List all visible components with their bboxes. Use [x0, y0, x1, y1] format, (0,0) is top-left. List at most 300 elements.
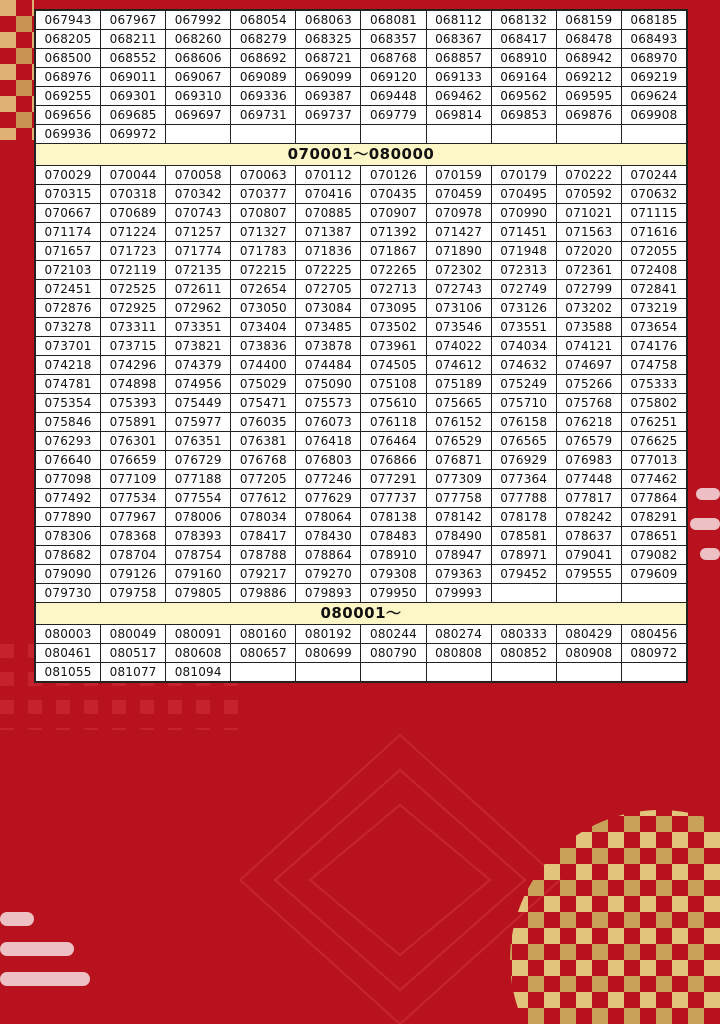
number-cell: 069099: [296, 68, 361, 87]
number-cell: 073084: [296, 299, 361, 318]
number-cell: 068552: [101, 49, 166, 68]
number-cell: 072925: [101, 299, 166, 318]
number-cell: 070743: [166, 204, 231, 223]
number-cell: 068910: [491, 49, 556, 68]
table-row: [36, 11, 687, 30]
number-cell: 078490: [426, 527, 491, 546]
number-cell: 072055: [621, 242, 686, 261]
number-cell: 072749: [491, 280, 556, 299]
number-cell: 072713: [361, 280, 426, 299]
number-cell: 070632: [621, 185, 686, 204]
number-cell: 073351: [166, 318, 231, 337]
table-row: [36, 527, 687, 546]
number-cell: 080657: [231, 644, 296, 663]
number-cell: 068970: [621, 49, 686, 68]
table-row: [36, 299, 687, 318]
number-cell: 070179: [491, 166, 556, 185]
number-cell: 072743: [426, 280, 491, 299]
number-cell: 080456: [621, 625, 686, 644]
number-cell: 078581: [491, 527, 556, 546]
number-cell: 070459: [426, 185, 491, 204]
number-cell: 074379: [166, 356, 231, 375]
number-cell: 069387: [296, 87, 361, 106]
number-cell: 069067: [166, 68, 231, 87]
table-row: [36, 663, 687, 682]
number-cell: 074758: [621, 356, 686, 375]
number-cell: 070159: [426, 166, 491, 185]
number-cell: 073404: [231, 318, 296, 337]
number-cell: 069120: [361, 68, 426, 87]
number-cell: 071224: [101, 223, 166, 242]
number-cell: 068606: [166, 49, 231, 68]
table-row: [36, 68, 687, 87]
number-cell: 068112: [426, 11, 491, 30]
number-cell: 076579: [556, 432, 621, 451]
number-cell: 076251: [621, 413, 686, 432]
number-cell: 079160: [166, 565, 231, 584]
number-cell: 077612: [231, 489, 296, 508]
number-cell: 072313: [491, 261, 556, 280]
number-cell: 078291: [621, 508, 686, 527]
number-cell: 079363: [426, 565, 491, 584]
number-cell: 076301: [101, 432, 166, 451]
number-cell: 071174: [36, 223, 101, 242]
number-cell: 070495: [491, 185, 556, 204]
number-cell: 078178: [491, 508, 556, 527]
table-row: [36, 125, 687, 144]
number-cell: 071836: [296, 242, 361, 261]
number-cell: 072654: [231, 280, 296, 299]
number-cell: 071948: [491, 242, 556, 261]
number-cell: 069562: [491, 87, 556, 106]
number-cell: 070978: [426, 204, 491, 223]
number-cell: 072876: [36, 299, 101, 318]
number-cell: 079993: [426, 584, 491, 603]
number-cell: 071890: [426, 242, 491, 261]
number-cell: 068081: [361, 11, 426, 30]
table-row: [36, 508, 687, 527]
number-cell: 071563: [556, 223, 621, 242]
number-cell: 078788: [231, 546, 296, 565]
number-cell: 076929: [491, 451, 556, 470]
number-cell: 075189: [426, 375, 491, 394]
number-cell: 076381: [231, 432, 296, 451]
number-cell: 071115: [621, 204, 686, 223]
number-cell: 074697: [556, 356, 621, 375]
number-cell: 068211: [101, 30, 166, 49]
number-cell: 070318: [101, 185, 166, 204]
number-cell: 070063: [231, 166, 296, 185]
number-cell: 069089: [231, 68, 296, 87]
number-cell: 077737: [361, 489, 426, 508]
number-cell: 068367: [426, 30, 491, 49]
number-cell: 080429: [556, 625, 621, 644]
number-cell: 079609: [621, 565, 686, 584]
number-cell: 077246: [296, 470, 361, 489]
empty-cell: [361, 663, 426, 682]
number-cell: 075090: [296, 375, 361, 394]
number-cell: 073126: [491, 299, 556, 318]
number-cell: 070222: [556, 166, 621, 185]
number-cell: 074034: [491, 337, 556, 356]
number-cell: 068857: [426, 49, 491, 68]
table-body: [36, 11, 687, 682]
number-cell: 068185: [621, 11, 686, 30]
number-cell: 071427: [426, 223, 491, 242]
table-row: [36, 470, 687, 489]
number-cell: 068132: [491, 11, 556, 30]
number-cell: 076625: [621, 432, 686, 451]
number-cell: 077967: [101, 508, 166, 527]
table-row: [36, 106, 687, 125]
number-cell: 068768: [361, 49, 426, 68]
number-cell: 072451: [36, 280, 101, 299]
number-cell: 079452: [491, 565, 556, 584]
number-cell: 073551: [491, 318, 556, 337]
number-cell: 076803: [296, 451, 361, 470]
number-cell: 068417: [491, 30, 556, 49]
number-cell: 075108: [361, 375, 426, 394]
empty-cell: [361, 125, 426, 144]
number-cell: 080852: [491, 644, 556, 663]
number-cell: 069972: [101, 125, 166, 144]
table-row: [36, 625, 687, 644]
number-cell: 076871: [426, 451, 491, 470]
table-row: [36, 280, 687, 299]
number-cell: 074176: [621, 337, 686, 356]
table-row: [36, 337, 687, 356]
table-row: [36, 242, 687, 261]
table-row: [36, 87, 687, 106]
number-cell: 077109: [101, 470, 166, 489]
number-cell: 069133: [426, 68, 491, 87]
number-cell: 070044: [101, 166, 166, 185]
number-cell: 076218: [556, 413, 621, 432]
number-cell: 080517: [101, 644, 166, 663]
number-cell: 072705: [296, 280, 361, 299]
number-cell: 079041: [556, 546, 621, 565]
number-cell: 076659: [101, 451, 166, 470]
number-cell: 081077: [101, 663, 166, 682]
number-cell: 076073: [296, 413, 361, 432]
number-cell: 068205: [36, 30, 101, 49]
empty-cell: [621, 584, 686, 603]
number-cell: 070807: [231, 204, 296, 223]
number-cell: 075573: [296, 394, 361, 413]
number-cell: 075449: [166, 394, 231, 413]
number-cell: 073715: [101, 337, 166, 356]
number-cell: 070244: [621, 166, 686, 185]
number-cell: 070416: [296, 185, 361, 204]
number-cell: 078864: [296, 546, 361, 565]
number-cell: 077864: [621, 489, 686, 508]
number-cell: 075354: [36, 394, 101, 413]
number-cell: 070112: [296, 166, 361, 185]
table-row: [36, 546, 687, 565]
number-cell: 071327: [231, 223, 296, 242]
number-cell: 077448: [556, 470, 621, 489]
number-cell: 078142: [426, 508, 491, 527]
number-cell: 079886: [231, 584, 296, 603]
empty-cell: [621, 663, 686, 682]
table-row: [36, 223, 687, 242]
number-cell: 080049: [101, 625, 166, 644]
empty-cell: [296, 125, 361, 144]
table-row: [36, 166, 687, 185]
number-cell: 068942: [556, 49, 621, 68]
number-cell: 073546: [426, 318, 491, 337]
number-cell: 072265: [361, 261, 426, 280]
number-cell: 072215: [231, 261, 296, 280]
number-cell: 078306: [36, 527, 101, 546]
number-cell: 080699: [296, 644, 361, 663]
number-cell: 078006: [166, 508, 231, 527]
number-cell: 080003: [36, 625, 101, 644]
number-cell: 069448: [361, 87, 426, 106]
empty-cell: [556, 584, 621, 603]
number-cell: 070342: [166, 185, 231, 204]
number-cell: 077788: [491, 489, 556, 508]
number-cell: 070667: [36, 204, 101, 223]
number-cell: 069336: [231, 87, 296, 106]
table-row: [36, 356, 687, 375]
number-cell: 078417: [231, 527, 296, 546]
number-cell: 069814: [426, 106, 491, 125]
number-cell: 070885: [296, 204, 361, 223]
number-cell: 072611: [166, 280, 231, 299]
number-cell: 070435: [361, 185, 426, 204]
number-cell: 079090: [36, 565, 101, 584]
number-cell: 072962: [166, 299, 231, 318]
number-cell: 069310: [166, 87, 231, 106]
number-cell: 068357: [361, 30, 426, 49]
section-header: 070001～080000: [36, 144, 687, 166]
number-cell: 071392: [361, 223, 426, 242]
number-cell: 069936: [36, 125, 101, 144]
table-row: [36, 489, 687, 508]
number-cell: 069219: [621, 68, 686, 87]
number-cell: 073095: [361, 299, 426, 318]
number-cell: 072225: [296, 261, 361, 280]
table-row: [36, 261, 687, 280]
number-cell: 072361: [556, 261, 621, 280]
number-cell: 076464: [361, 432, 426, 451]
number-cell: 076565: [491, 432, 556, 451]
number-cell: 069876: [556, 106, 621, 125]
number-cell: 079758: [101, 584, 166, 603]
number-cell: 069624: [621, 87, 686, 106]
number-cell: 073878: [296, 337, 361, 356]
number-cell: 077554: [166, 489, 231, 508]
number-cell: 076983: [556, 451, 621, 470]
number-cell: 073219: [621, 299, 686, 318]
number-cell: 077188: [166, 470, 231, 489]
number-cell: 079308: [361, 565, 426, 584]
empty-cell: [426, 125, 491, 144]
number-cell: 078242: [556, 508, 621, 527]
number-cell: 069697: [166, 106, 231, 125]
number-cell: 074612: [426, 356, 491, 375]
number-cell: 077534: [101, 489, 166, 508]
number-cell: 080908: [556, 644, 621, 663]
number-cell: 080461: [36, 644, 101, 663]
number-cell: 080244: [361, 625, 426, 644]
number-cell: 070592: [556, 185, 621, 204]
number-cell: 080790: [361, 644, 426, 663]
number-cell: 079126: [101, 565, 166, 584]
number-cell: 078064: [296, 508, 361, 527]
table-row: [36, 584, 687, 603]
table-row: [36, 49, 687, 68]
number-cell: 079950: [361, 584, 426, 603]
number-cell: 075665: [426, 394, 491, 413]
table-row: [36, 30, 687, 49]
number-cell: 069685: [101, 106, 166, 125]
number-cell: 075846: [36, 413, 101, 432]
number-cell: 079555: [556, 565, 621, 584]
number-cell: 075610: [361, 394, 426, 413]
number-cell: 079805: [166, 584, 231, 603]
number-cell: 073961: [361, 337, 426, 356]
number-cell: 073278: [36, 318, 101, 337]
number-cell: 072135: [166, 261, 231, 280]
table-row: [36, 375, 687, 394]
number-cell: 071867: [361, 242, 426, 261]
number-cell: 074632: [491, 356, 556, 375]
number-cell: 072841: [621, 280, 686, 299]
number-cell: 076768: [231, 451, 296, 470]
number-cell: 073502: [361, 318, 426, 337]
number-cell: 073836: [231, 337, 296, 356]
number-cell: 080091: [166, 625, 231, 644]
section-header-row: [36, 144, 687, 166]
number-cell: 080608: [166, 644, 231, 663]
number-cell: 071657: [36, 242, 101, 261]
number-cell: 073654: [621, 318, 686, 337]
table-row: [36, 432, 687, 451]
number-cell: 071451: [491, 223, 556, 242]
number-cell: 078910: [361, 546, 426, 565]
number-cell: 078138: [361, 508, 426, 527]
empty-cell: [231, 125, 296, 144]
number-cell: 072302: [426, 261, 491, 280]
number-cell: 079893: [296, 584, 361, 603]
number-cell: 068260: [166, 30, 231, 49]
number-cell: 068325: [296, 30, 361, 49]
number-cell: 075249: [491, 375, 556, 394]
number-cell: 068976: [36, 68, 101, 87]
number-cell: 070029: [36, 166, 101, 185]
number-cell: 075802: [621, 394, 686, 413]
table-row: [36, 394, 687, 413]
number-cell: 068054: [231, 11, 296, 30]
number-cell: 071021: [556, 204, 621, 223]
number-cell: 076158: [491, 413, 556, 432]
number-cell: 077462: [621, 470, 686, 489]
number-cell: 080274: [426, 625, 491, 644]
number-cell: 077309: [426, 470, 491, 489]
number-cell: 076729: [166, 451, 231, 470]
table-row: [36, 644, 687, 663]
number-cell: 071774: [166, 242, 231, 261]
number-cell: 076035: [231, 413, 296, 432]
number-cell: 068478: [556, 30, 621, 49]
number-cell: 078430: [296, 527, 361, 546]
number-cell: 072119: [101, 261, 166, 280]
table-row: [36, 413, 687, 432]
number-cell: 069164: [491, 68, 556, 87]
number-cell: 071387: [296, 223, 361, 242]
number-cell: 078704: [101, 546, 166, 565]
number-cell: 069301: [101, 87, 166, 106]
number-cell: 069656: [36, 106, 101, 125]
number-cell: 076640: [36, 451, 101, 470]
table-row: [36, 318, 687, 337]
number-cell: 078651: [621, 527, 686, 546]
number-cell: 067943: [36, 11, 101, 30]
number-cell: 072525: [101, 280, 166, 299]
number-cell: 070315: [36, 185, 101, 204]
number-cell: 077205: [231, 470, 296, 489]
number-cell: 069908: [621, 106, 686, 125]
section-header: 080001～: [36, 603, 687, 625]
number-cell: 068721: [296, 49, 361, 68]
number-cell: 077817: [556, 489, 621, 508]
number-cell: 069779: [361, 106, 426, 125]
table-row: [36, 185, 687, 204]
number-cell: 074956: [166, 375, 231, 394]
number-cell: 070907: [361, 204, 426, 223]
number-cell: 067967: [101, 11, 166, 30]
number-cell: 074022: [426, 337, 491, 356]
empty-cell: [491, 584, 556, 603]
number-cell: 070990: [491, 204, 556, 223]
number-cell: 068692: [231, 49, 296, 68]
number-cell: 069011: [101, 68, 166, 87]
number-cell: 079082: [621, 546, 686, 565]
empty-cell: [491, 663, 556, 682]
number-cell: 069737: [296, 106, 361, 125]
number-cell: 069212: [556, 68, 621, 87]
empty-cell: [621, 125, 686, 144]
number-cell: 080192: [296, 625, 361, 644]
number-cell: 074898: [101, 375, 166, 394]
number-cell: 077758: [426, 489, 491, 508]
number-cell: 073311: [101, 318, 166, 337]
number-cell: 074296: [101, 356, 166, 375]
number-cell: 077364: [491, 470, 556, 489]
number-cell: 080333: [491, 625, 556, 644]
number-cell: 078971: [491, 546, 556, 565]
empty-cell: [491, 125, 556, 144]
number-cell: 076118: [361, 413, 426, 432]
number-cell: 075710: [491, 394, 556, 413]
empty-cell: [426, 663, 491, 682]
number-cell: 075029: [231, 375, 296, 394]
number-cell: 075768: [556, 394, 621, 413]
number-cell: 079217: [231, 565, 296, 584]
number-cell: 076418: [296, 432, 361, 451]
number-cell: 073050: [231, 299, 296, 318]
number-cell: 073821: [166, 337, 231, 356]
winning-number-table: [35, 10, 687, 682]
number-cell: 069462: [426, 87, 491, 106]
number-cell: 073485: [296, 318, 361, 337]
number-cell: 072020: [556, 242, 621, 261]
number-cell: 077098: [36, 470, 101, 489]
number-cell: 073202: [556, 299, 621, 318]
number-cell: 074218: [36, 356, 101, 375]
